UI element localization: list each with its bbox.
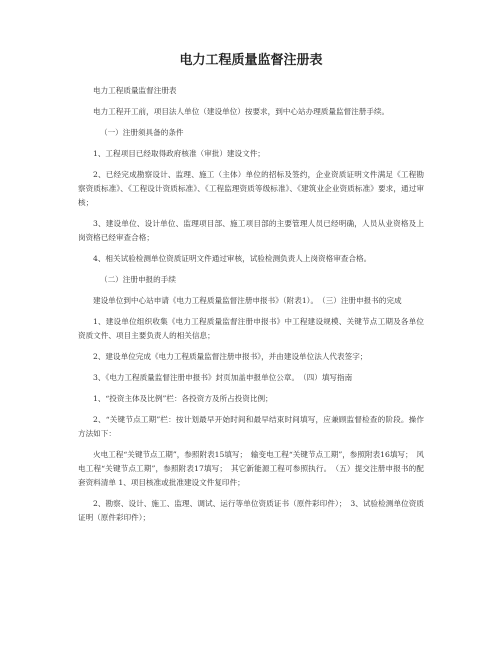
section-heading: （二）注册申报的手续 xyxy=(100,275,176,284)
body-paragraph: 3、《电力工程质量监督注册申报书》封页加盖申报单位公章。 （四）填写指南 xyxy=(93,373,353,382)
body-paragraph: 2、勘察、设计、施工、监理、调试、运行等单位资质证书（原件彩印件）； 3、试验检测单位资质证明（原件彩印件）； xyxy=(78,499,424,522)
body-paragraph: 1、“投资主体及比例”栏：各投资方及所占投资比例； xyxy=(93,394,273,403)
body-paragraph: 电力工程质量监督注册表 xyxy=(93,86,177,95)
body-paragraph: 3、建设单位、设计单位、监理项目部、施工项目部的主要管理人员已经明确，人员从业资格及上岗资格已经审查合格； xyxy=(78,219,424,242)
body-paragraph: 2、已经完成勘察设计、监理、施工（主体）单位的招标及签约，企业资质证明文件满足《工程勘察资质标准》、《工程设计资质标准》、《工程监理资质等级标准》、《建筑业企业资质标准》要求，通过审核； xyxy=(78,170,424,207)
body-paragraph: 4、相关试验检测单位资质证明文件通过审核，试验检测负责人上岗资格审查合格。 xyxy=(93,254,372,263)
body-paragraph: 火电工程“关键节点工期”，参照附表15填写； 输变电工程“关键节点工期”，参照附表16填写； 风电工程“关键节点工期”，参照附表17填写； 其它新能源工程可参照执行。 （五）提交注册申报书的配套资料清单 1、项目核准或批准建设文件复印件； xyxy=(78,450,424,487)
document-title: 电力工程质量监督注册表 xyxy=(179,53,323,68)
body-paragraph: 电力工程开工前，项目法人单位（建设单位）按要求，到中心站办理质量监督注册手续。 xyxy=(93,107,390,116)
document-body xyxy=(78,84,424,525)
body-paragraph: 2、建设单位完成《电力工程质量监督注册申报书》，并由建设单位法人代表签字； xyxy=(93,352,368,361)
body-paragraph: 建设单位到中心站申请《电力工程质量监督注册申报书》（附表1）。 （三）注册申报书的完成 xyxy=(93,296,402,305)
body-paragraph: 2、“关键节点工期”栏：按计划最早开始时间和最早结束时间填写，应兼顾监督检查的阶段。操作方法如下： xyxy=(78,415,424,438)
section-heading: （一）注册须具备的条件 xyxy=(100,128,184,137)
body-paragraph: 1、建设单位组织收集《电力工程质量监督注册申报书》中工程建设规模、关键节点工期及各单位资质文件、项目主要负责人的相关信息； xyxy=(78,317,424,340)
body-paragraph: 1、工程项目已经取得政府核准（审批）建设文件； xyxy=(93,149,265,158)
